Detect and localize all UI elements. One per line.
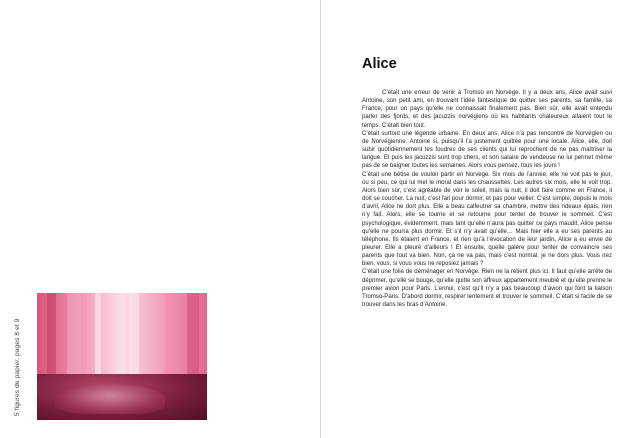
paragraph: C’était surtout une légende urbaine. En deux ans, Alice n’a pas rencontré de Norvégien ou de Norvégienne. Antoine si, puisqu’il l’a justement quittée pour une locale. Alice, elle, doit subir quotidiennement les foudres de ses clients qui lui reprochent de ne pas maîtriser la langue. Et puis les jacuzzis sont trop chers, et son salaire de vendeuse ne lui permet même pas de se baigner toutes les semaines. Alors vous pensez, tous les jours ! (362, 130, 612, 170)
paragraph: C’était une erreur de venir à Tromso en Norvège. Il y a deux ans, Alice avait suivi Antoine, son petit ami, en trouvant l’idée fantastique de quitter ses parents, sa famille, sa France, pour un pays qu’elle ne connaissait finalement pas. Bien sûr, elle avait entendu parler des fjords, et des jacuzzis norvégiens où les habitants chaleureux allaient tout le temps. C’était bien tout. (362, 90, 612, 129)
pink-curtain-photo (37, 293, 207, 420)
paragraph: C’était une folie de déménager en Norvège. Rien ne la retient plus ici. Il faut qu’elle arrête de déprimer, qu’elle se bouge, qu’elle quitte son affreux appartement meublé et qu’elle prenne le premier avion pour Paris. L’ennui, c’est qu’il n’y a pas beaucoup d’avion qui font la liaison Tromso-Paris. D’abord dormir, respirer lentement et trouver le sommeil. C’était si facile de se trouver dans les bras d’Antoine. (362, 269, 612, 309)
bed-sheet (55, 384, 165, 414)
paragraph: C’était une bêtise de vouloir partir en Norvège. Six mois de l’année, elle ne voit pas le jour, ou si peu, ce qui lui met le moral dans les chaussettes. Les autres six mois, elle le voit trop. Alors bien sûr, c’est agréable de voir le soleil, mais la nuit, il doit faire comme en France, il doit se coucher. La nuit, c’est fait pour dormir, et pas pour veiller. C’est simple, depuis le mois d’avril, Alice ne dort plus. Elle a beau calfeutrer sa chambre, mettre des rideaux épais, rien n’y fait. Alors, elle se tourne et se retourne pour tenter de trouver le sommeil. C’est psychologique, évidemment, mais tant qu’elle n’aura pas quitter ce pays maudit, Alice pense qu’elle ne pourra plus dormir. Et s’il n’y avait qu’elle… Mais hier elle a eu ses parents au téléphone. Ils étaient en France, et rien qu’à l’évocation de leur jardin, Alice a eu envie de pleurer. Elle a pleuré d’ailleurs ! Et ensuite, quelle galère pour tenter de convaincre ses parents que tout va bien. Non, ça ne va pas, mais c’est normal, je ne dors plus. Vous irez bien, vous, si vous vous ne reposiez jamais ? (362, 171, 612, 268)
page-caption: 5 figures de papier, pages 8 et 9 (14, 318, 21, 416)
story-body (362, 89, 612, 309)
story-title: Alice (362, 56, 397, 72)
